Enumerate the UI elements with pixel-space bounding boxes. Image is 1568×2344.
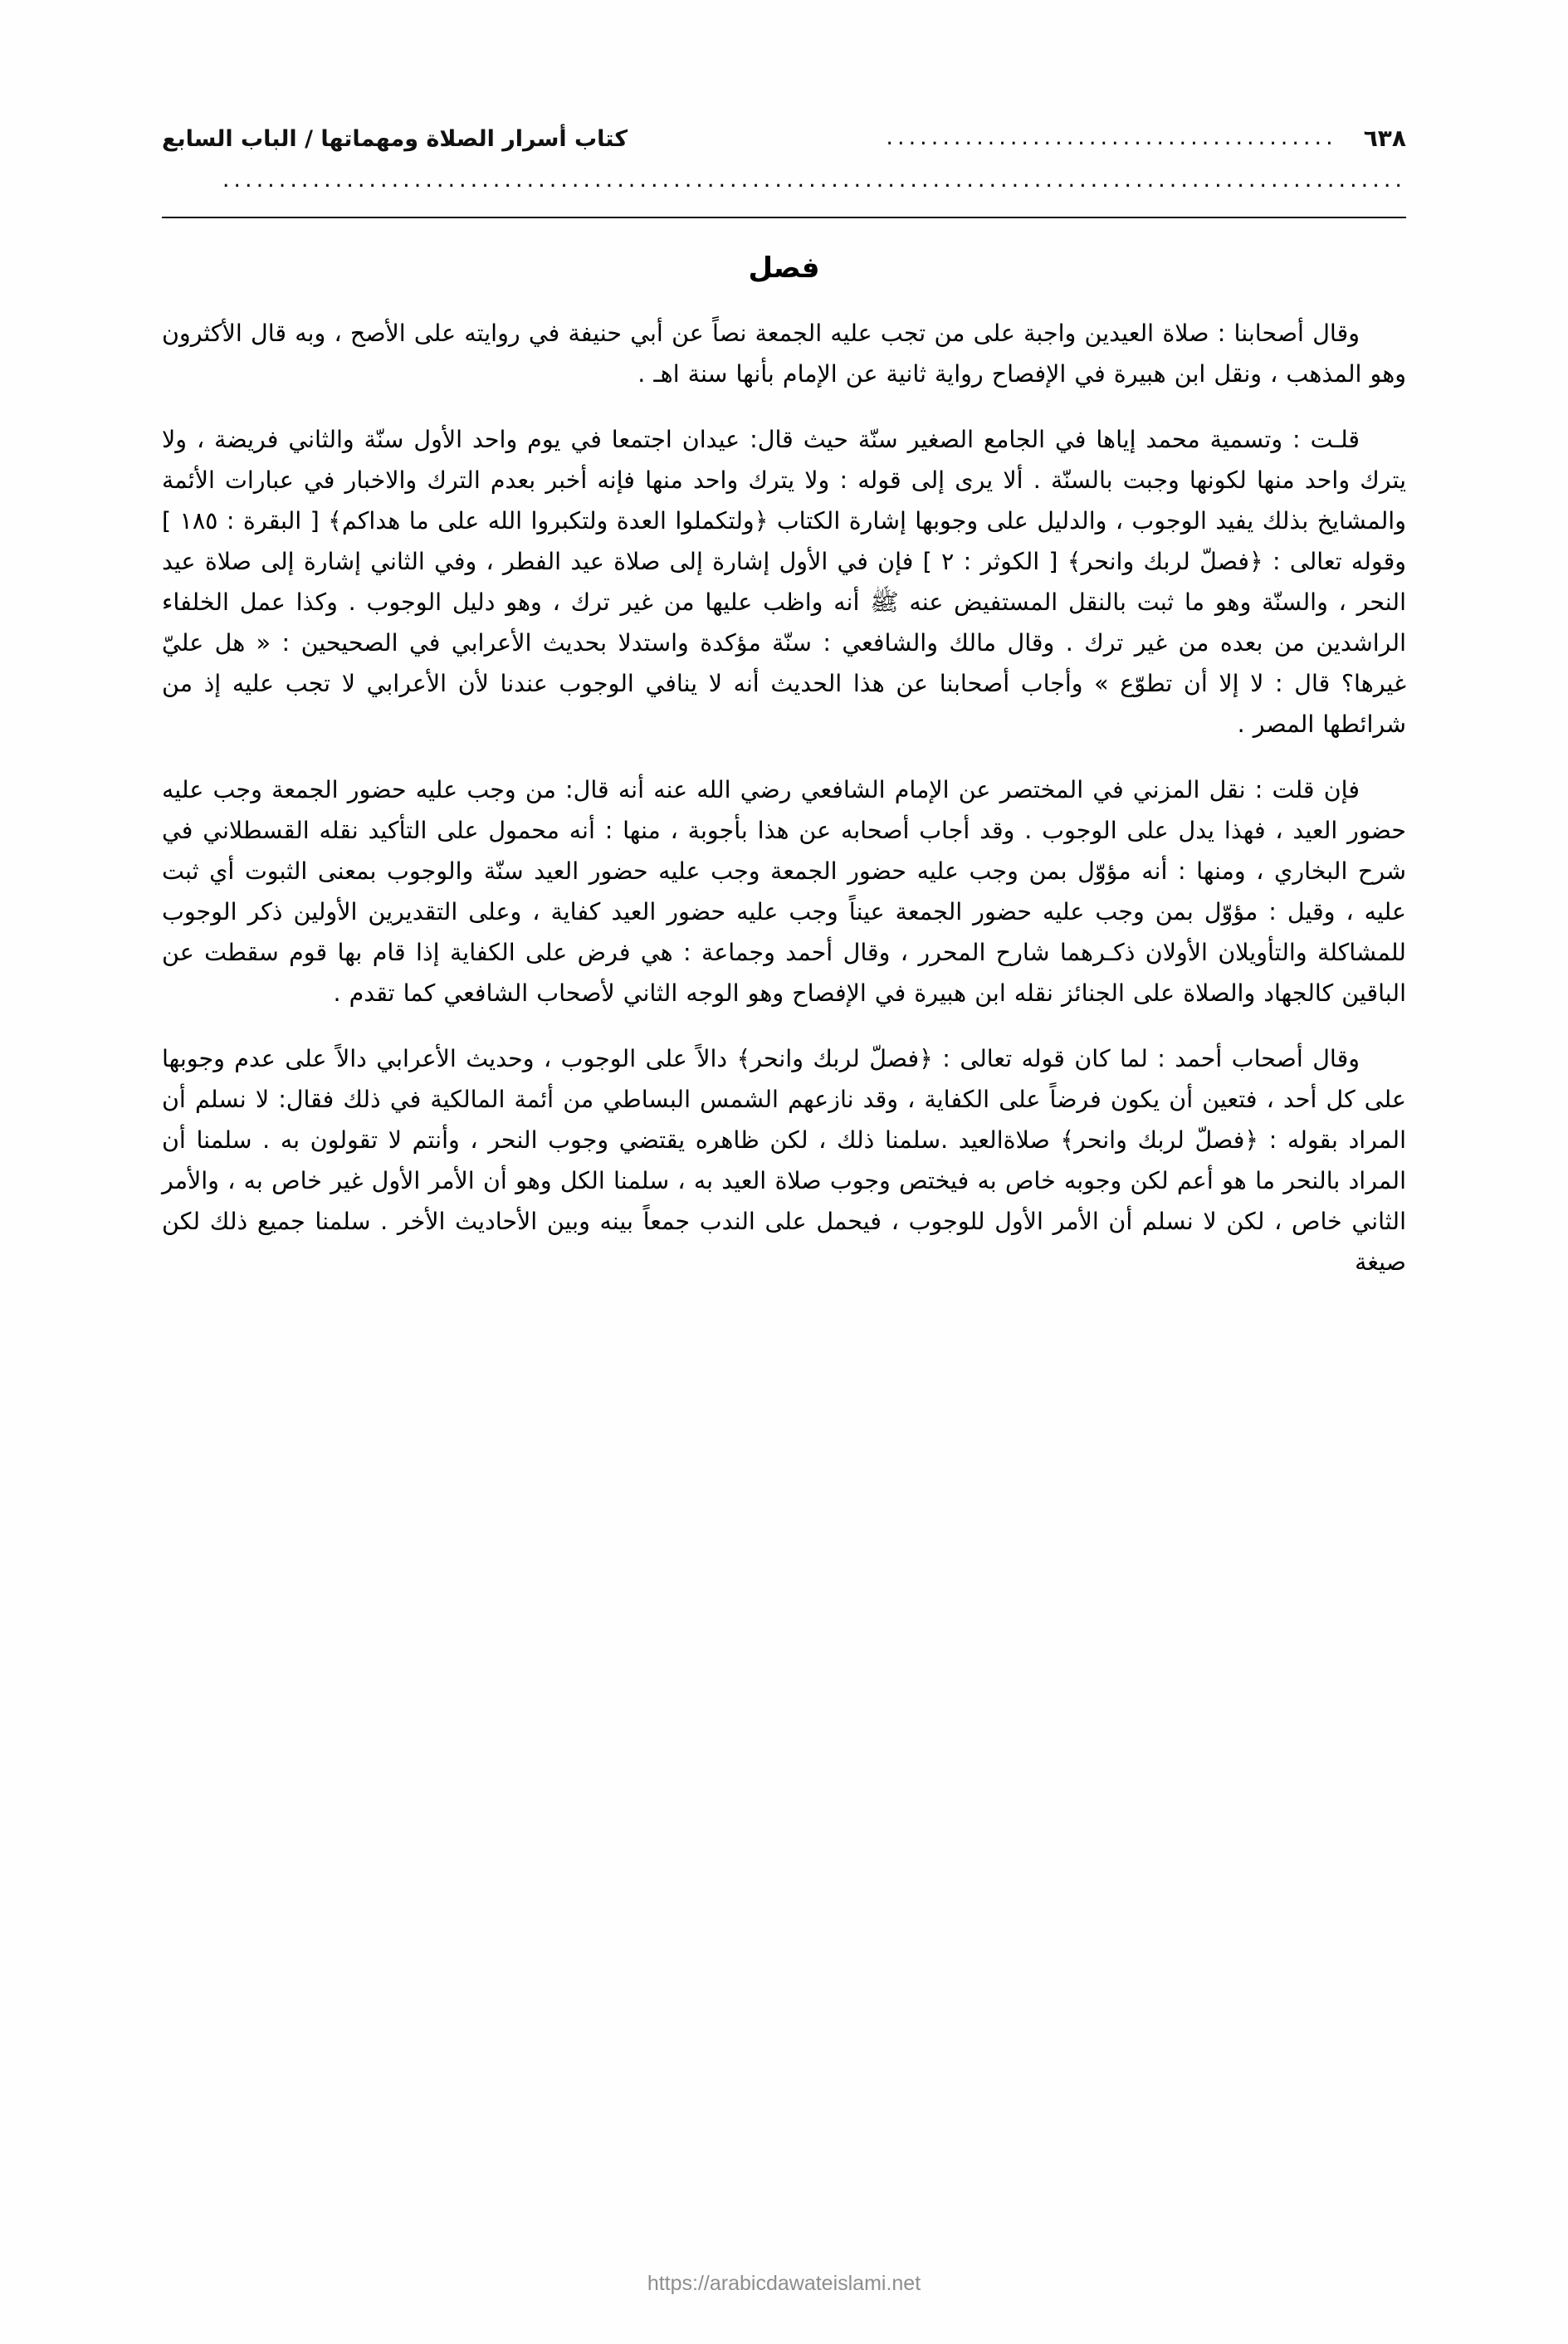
paragraph-3: فإن قلت : نقل المزني في المختصر عن الإمام الشافعي رضي الله عنه أنه قال: من وجب عليه حضور الجمعة وجب عليه حضور العيد ، فهذا يدل على الوجوب . وقد أجاب أصحابه عن هذا بأجوبة ، منها : أنه محمول على التأكيد نقله القسطلاني في شرح البخاري ، ومنها : أنه مؤوّل بمن وجب عليه حضور الجمعة وجب عليه حضور العيد سنّة والوجوب بمعنى الثبوت أي ثبت عليه ، وقيل : مؤوّل بمن وجب عليه حضور الجمعة عيناً وجب عليه حضور العيد كفاية ، وعلى التقديرين الأولين ذكر الوجوب للمشاكلة والتأويلان الأولان ذكـرهما شارح المحرر ، وقال أحمد وجماعة : هي فرض على الكفاية إذا قام بها قوم سقطت عن الباقين كالجهاد والصلاة على الجنائز نقله ابن هبيرة في الإفصاح وهو الوجه الثاني لأصحاب الشافعي كما تقدم . bbox=[162, 776, 1406, 1008]
paragraph-2: قلـت : وتسمية محمد إياها في الجامع الصغير سنّة حيث قال: عيدان اجتمعا في يوم واحد الأول سنّة والثاني فريضة ، ولا يترك واحد منها لكونها وجبت بالسنّة . ألا يرى إلى قوله : ولا يترك واحد منها فإنه أخبر بعدم الترك والاخبار في عبارات الأئمة والمشايخ بذلك يفيد الوجوب ، والدليل على وجوبها إشارة الكتاب ﴿ولتكملوا العدة ولتكبروا الله على ما هداكم﴾ [ البقرة : ١٨٥ ] وقوله تعالى : ﴿فصلّ لربك وانحر﴾ [ الكوثر : ٢ ] فإن في الأول إشارة إلى صلاة عيد الفطر ، وفي الثاني إشارة إلى صلاة عيد النحر ، والسنّة وهو ما ثبت بالنقل المستفيض عنه ﷺ أنه واظب عليها من غير ترك ، وهو دليل الوجوب . وكذا عمل الخلفاء الراشدين من بعده من غير ترك . وقال مالك والشافعي : سنّة مؤكدة واستدلا بحديث الأعرابي في الصحيحين : « هل عليّ غيرها؟ قال : لا إلا أن تطوّع » وأجاب أصحابنا عن هذا الحديث أنه لا ينافي الوجوب عندنا لأن الأعرابي لا تجب عليه إذ من شرائطها المصر . bbox=[162, 426, 1406, 739]
header-dot-leader-second: ......................................................................................................... bbox=[222, 167, 1406, 193]
paragraph-4: وقال أصحاب أحمد : لما كان قوله تعالى : ﴿فصلّ لربك وانحر﴾ دالاً على الوجوب ، وحديث الأعرابي دالاً على عدم وجوبها على كل أحد ، فتعين أن يكون فرضاً على الكفاية ، وقد نازعهم الشمس البساطي من أئمة المالكية في ذلك فقال: لا نسلم أن المراد بقوله : ﴿فصلّ لربك وانحر﴾ صلاةالعيد .سلمنا ذلك ، لكن ظاهره يقتضي وجوب النحر ، وأنتم لا تقولون به . سلمنا أن المراد بالنحر ما هو أعم لكن وجوبه خاص به فيختص وجوب صلاة العيد به ، سلمنا الكل وهو أن الأمر الأول غير خاص به ، والأمر الثاني خاص ، لكن لا نسلم أن الأمر الأول للوجوب ، فيحمل على الندب جمعاً بينه وبين الأحاديث الأخر . سلمنا جميع ذلك لكن صيغة bbox=[162, 1045, 1406, 1277]
footer-url: https://arabicdawateislami.net bbox=[647, 2272, 921, 2295]
page-content bbox=[162, 125, 1406, 2244]
header-divider bbox=[162, 217, 1406, 218]
section-title: فصل bbox=[748, 251, 820, 285]
paragraph-1: وقال أصحابنا : صلاة العيدين واجبة على من تجب عليه الجمعة نصاً عن أبي حنيفة في روايته على الأصح ، وبه قال الأكثرون وهو المذهب ، ونقل ابن هبيرة في الإفصاح رواية ثانية عن الإمام بأنها سنة اهـ . bbox=[162, 320, 1406, 388]
header-title: كتاب أسرار الصلاة ومهماتها / الباب السابع bbox=[162, 126, 628, 152]
page-header bbox=[162, 125, 1406, 152]
page-number: ٦٣٨ bbox=[1363, 125, 1406, 152]
header-dot-leader: ........................................ bbox=[886, 125, 1337, 150]
